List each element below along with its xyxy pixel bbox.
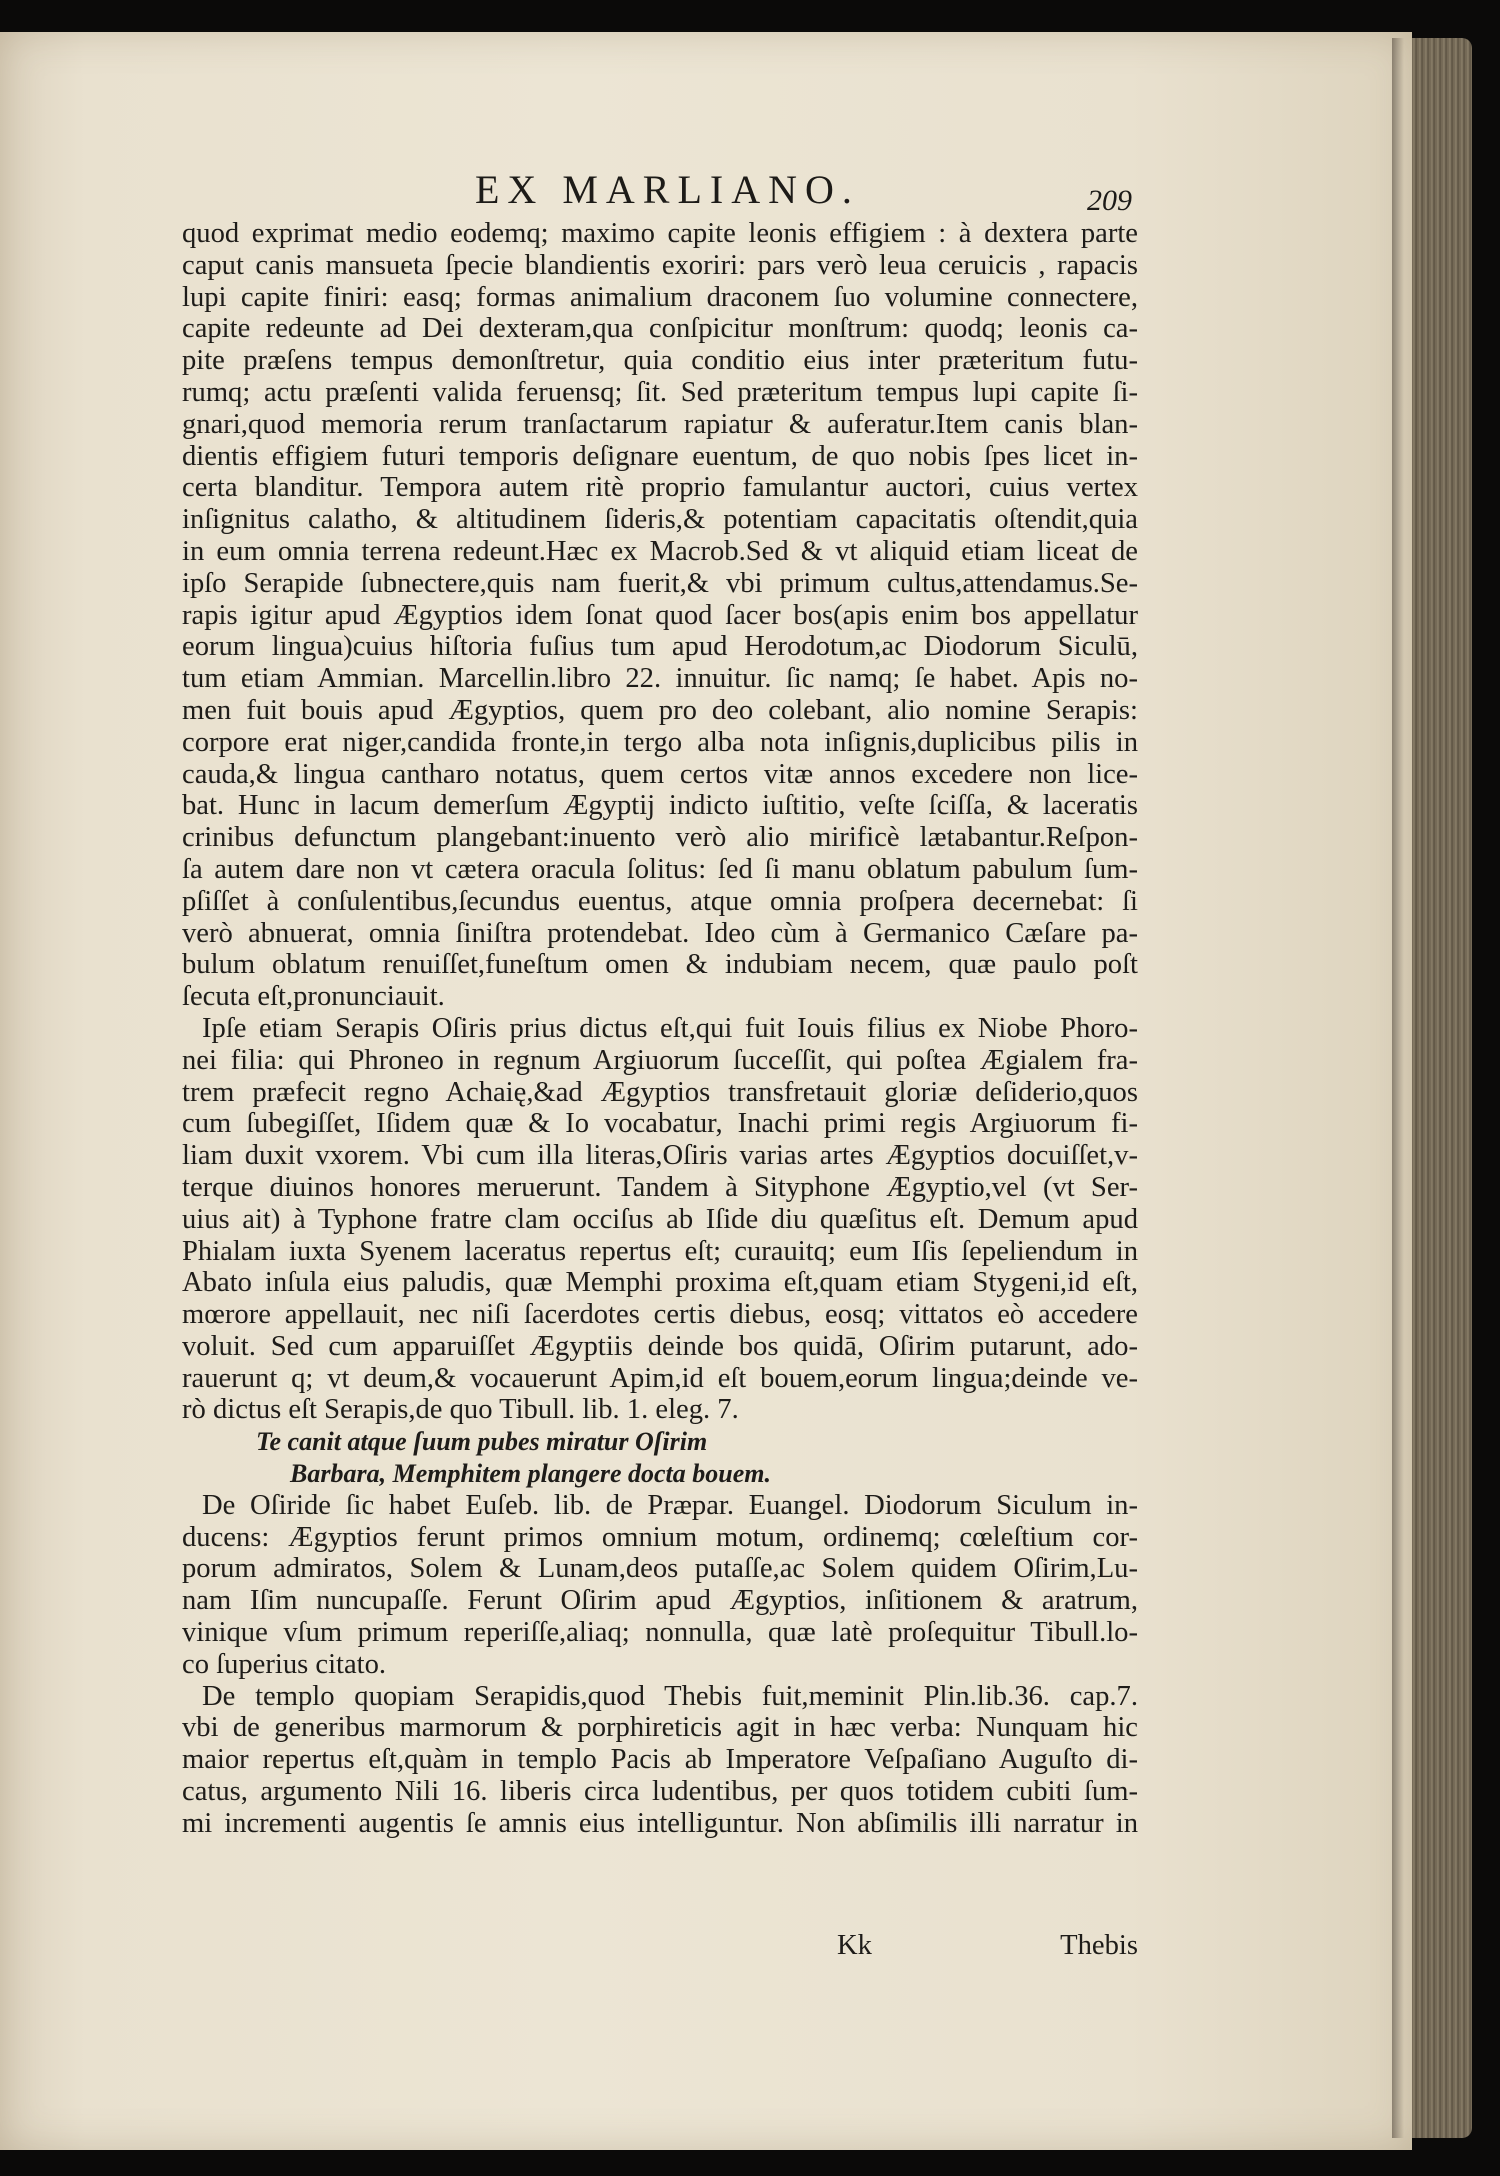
text-line: mœrore appellauit, nec niſi ſacerdotes certis diebus, eosq; vittatos eò accedere <box>182 1299 1138 1331</box>
text-line: eorum lingua)cuius hiſtoria fuſius tum apud Herodotum,ac Diodorum Siculū, <box>182 631 1138 663</box>
text-line: ſa autem dare non vt cætera oracula ſolitus: ſed ſi manu oblatum pabulum ſum- <box>182 853 1138 885</box>
text-line: vbi de generibus marmorum & porphireticis agit in hæc verba: Nunquam hic <box>182 1712 1138 1744</box>
text-line: mi incrementi augentis ſe amnis eius intelliguntur. Non abſimilis illi narratur in <box>182 1807 1138 1839</box>
text-line: in eum omnia terrena redeunt.Hæc ex Macrob.Sed & vt aliquid etiam liceat de <box>182 535 1138 567</box>
text-line: vinique vſum primum reperiſſe,aliaq; nonnulla, quæ latè proſequitur Tibull.lo- <box>182 1617 1138 1649</box>
text-line: gnari,quod memoria rerum tranſactarum rapiatur & auferatur.Item canis blan- <box>182 408 1138 440</box>
page-number: 209 <box>1087 184 1132 217</box>
text-line: crinibus defunctum plangebant:inuento verò alio mirificè lætabantur.Reſpon- <box>182 822 1138 854</box>
text-line: De Oſiride ſic habet Euſeb. lib. de Præpar. Euangel. Diodorum Siculum in- <box>202 1489 1138 1521</box>
text-line: inſignitus calatho, & altitudinem ſideris,& potentiam capacitatis oſtendit,quia <box>182 504 1138 536</box>
gutter-shadow <box>1392 38 1404 2138</box>
text-line: Phialam iuxta Syenem laceratus repertus eſt; curauitq; eum Iſis ſepeliendum in <box>182 1235 1138 1267</box>
text-line: De templo quopiam Serapidis,quod Thebis fuit,meminit Plin.lib.36. cap.7. <box>202 1680 1138 1712</box>
body-text <box>182 218 1138 1840</box>
text-line: rauerunt q; vt deum,& vocauerunt Apim,id eſt bouem,eorum lingua;deinde ve- <box>182 1362 1138 1394</box>
text-line: trem præfecit regno Achaię,&ad Ægyptios transfretauit gloriæ deſiderio,quos <box>182 1076 1138 1108</box>
text-line: caput canis mansueta ſpecie blandientis exoriri: pars verò leua ceruicis , rapacis <box>182 249 1138 281</box>
text-line: corpore erat niger,candida fronte,in tergo alba nota inſignis,duplicibus pilis in <box>182 726 1138 758</box>
paragraph-2 <box>182 1013 1138 1426</box>
text-line: tum etiam Ammian. Marcellin.libro 22. innuitur. ſic namq; ſe habet. Apis no- <box>182 663 1138 695</box>
text-line: voluit. Sed cum apparuiſſet Ægyptiis deinde bos quidā, Oſirim putarunt, ado- <box>182 1330 1138 1362</box>
text-line: porum admiratos, Solem & Lunam,deos putaſſe,ac Solem quidem Oſirim,Lu- <box>182 1553 1138 1585</box>
running-head: EX MARLIANO. <box>475 167 860 212</box>
text-line: rapis igitur apud Ægyptios idem ſonat quod ſacer bos(apis enim bos appellatur <box>182 599 1138 631</box>
text-line: co ſuperius citato. <box>182 1648 387 1680</box>
verse-line: Barbara, Memphitem plangere docta bouem. <box>290 1459 771 1489</box>
text-line: pſiſſet à conſulentibus,ſecundus euentus, atque omnia proſpera decernebat: ſi <box>182 885 1138 917</box>
paragraph-1 <box>182 218 1138 1013</box>
text-line: nei filia: qui Phroneo in regnum Argiuorum ſucceſſit, qui poſtea Ægialem fra- <box>182 1044 1138 1076</box>
text-line: capite redeunte ad Dei dexteram,qua conſpicitur monſtrum: quodq; leonis ca- <box>182 313 1138 345</box>
text-line: ſecuta eſt,pronunciauit. <box>182 981 445 1013</box>
verse-line: Te canit atque ſuum pubes miratur Oſirim <box>256 1427 708 1457</box>
text-line: uius ait) à Typhone fratre clam occiſus ab Iſide diu quæſitus eſt. Demum apud <box>182 1203 1138 1235</box>
text-line: Abato inſula eius paludis, quæ Memphi proxima eſt,quam etiam Stygeni,id eſt, <box>182 1267 1138 1299</box>
text-line: rò dictus eſt Serapis,de quo Tibull. lib. 1. eleg. 7. <box>182 1394 739 1426</box>
signature-mark: Kk <box>837 1930 872 1961</box>
text-line: nam Iſim nuncupaſſe. Ferunt Oſirim apud Ægyptios, inſitionem & aratrum, <box>182 1585 1138 1617</box>
verse-quotation <box>182 1426 1138 1490</box>
text-line: quod exprimat medio eodemq; maximo capite leonis effigiem : à dextera parte <box>182 218 1138 249</box>
text-line: dientis effigiem futuri temporis deſignare euentum, de quo nobis ſpes licet in- <box>182 440 1138 472</box>
text-line: verò abnuerat, omnia ſiniſtra protendebat. Ideo cùm à Germanico Cæſare pa- <box>182 917 1138 949</box>
text-line: Ipſe etiam Serapis Oſiris prius dictus eſt,qui fuit Iouis filius ex Niobe Phoro- <box>202 1012 1138 1044</box>
text-line: ducens: Ægyptios ferunt primos omnium motum, ordinemq; cœleſtium cor- <box>182 1521 1138 1553</box>
text-line: catus, argumento Nili 16. liberis circa ludentibus, per quos totidem cubiti ſum- <box>182 1776 1138 1808</box>
text-line: terque diuinos honores meruerunt. Tandem à Sityphone Ægyptio,vel (vt Ser- <box>182 1171 1138 1203</box>
paragraph-4 <box>182 1681 1138 1840</box>
text-line: lupi capite finiri: easq; formas animalium draconem ſuo volumine connectere, <box>182 281 1138 313</box>
text-line: rumq; actu præſenti valida feruensq; ſit. Sed præteritum tempus lupi capite ſi- <box>182 376 1138 408</box>
text-line: bulum oblatum renuiſſet,funeſtum omen & indubiam necem, quæ paulo poſt <box>182 949 1138 981</box>
text-line: men fuit bouis apud Ægyptios, quem pro deo colebant, alio nomine Serapis: <box>182 694 1138 726</box>
text-line: liam duxit vxorem. Vbi cum illa literas,Oſiris varias artes Ægyptios docuiſſet,v- <box>182 1140 1138 1172</box>
text-line: bat. Hunc in lacum demerſum Ægyptij indicto iuſtitio, veſte ſciſſa, & laceratis <box>182 790 1138 822</box>
text-line: cum ſubegiſſet, Iſidem quæ & Io vocabatur, Inachi primi regis Argiuorum fi- <box>182 1108 1138 1140</box>
catchword: Thebis <box>1060 1930 1138 1961</box>
text-line: pite præſens tempus demonſtretur, quia conditio eius inter præteritum futu- <box>182 345 1138 377</box>
paragraph-3 <box>182 1490 1138 1681</box>
text-line: cauda,& lingua cantharo notatus, quem certos vitæ annos excedere non lice- <box>182 758 1138 790</box>
text-line: ipſo Serapide ſubnectere,quis nam fuerit,& vbi primum cultus,attendamus.Se- <box>182 567 1138 599</box>
page-footer <box>182 1930 1138 1966</box>
text-line: maior repertus eſt,quàm in templo Pacis ab Imperatore Veſpaſiano Auguſto di- <box>182 1744 1138 1776</box>
text-line: certa blanditur. Tempora autem ritè proprio famulantur auctori, cuius vertex <box>182 472 1138 504</box>
